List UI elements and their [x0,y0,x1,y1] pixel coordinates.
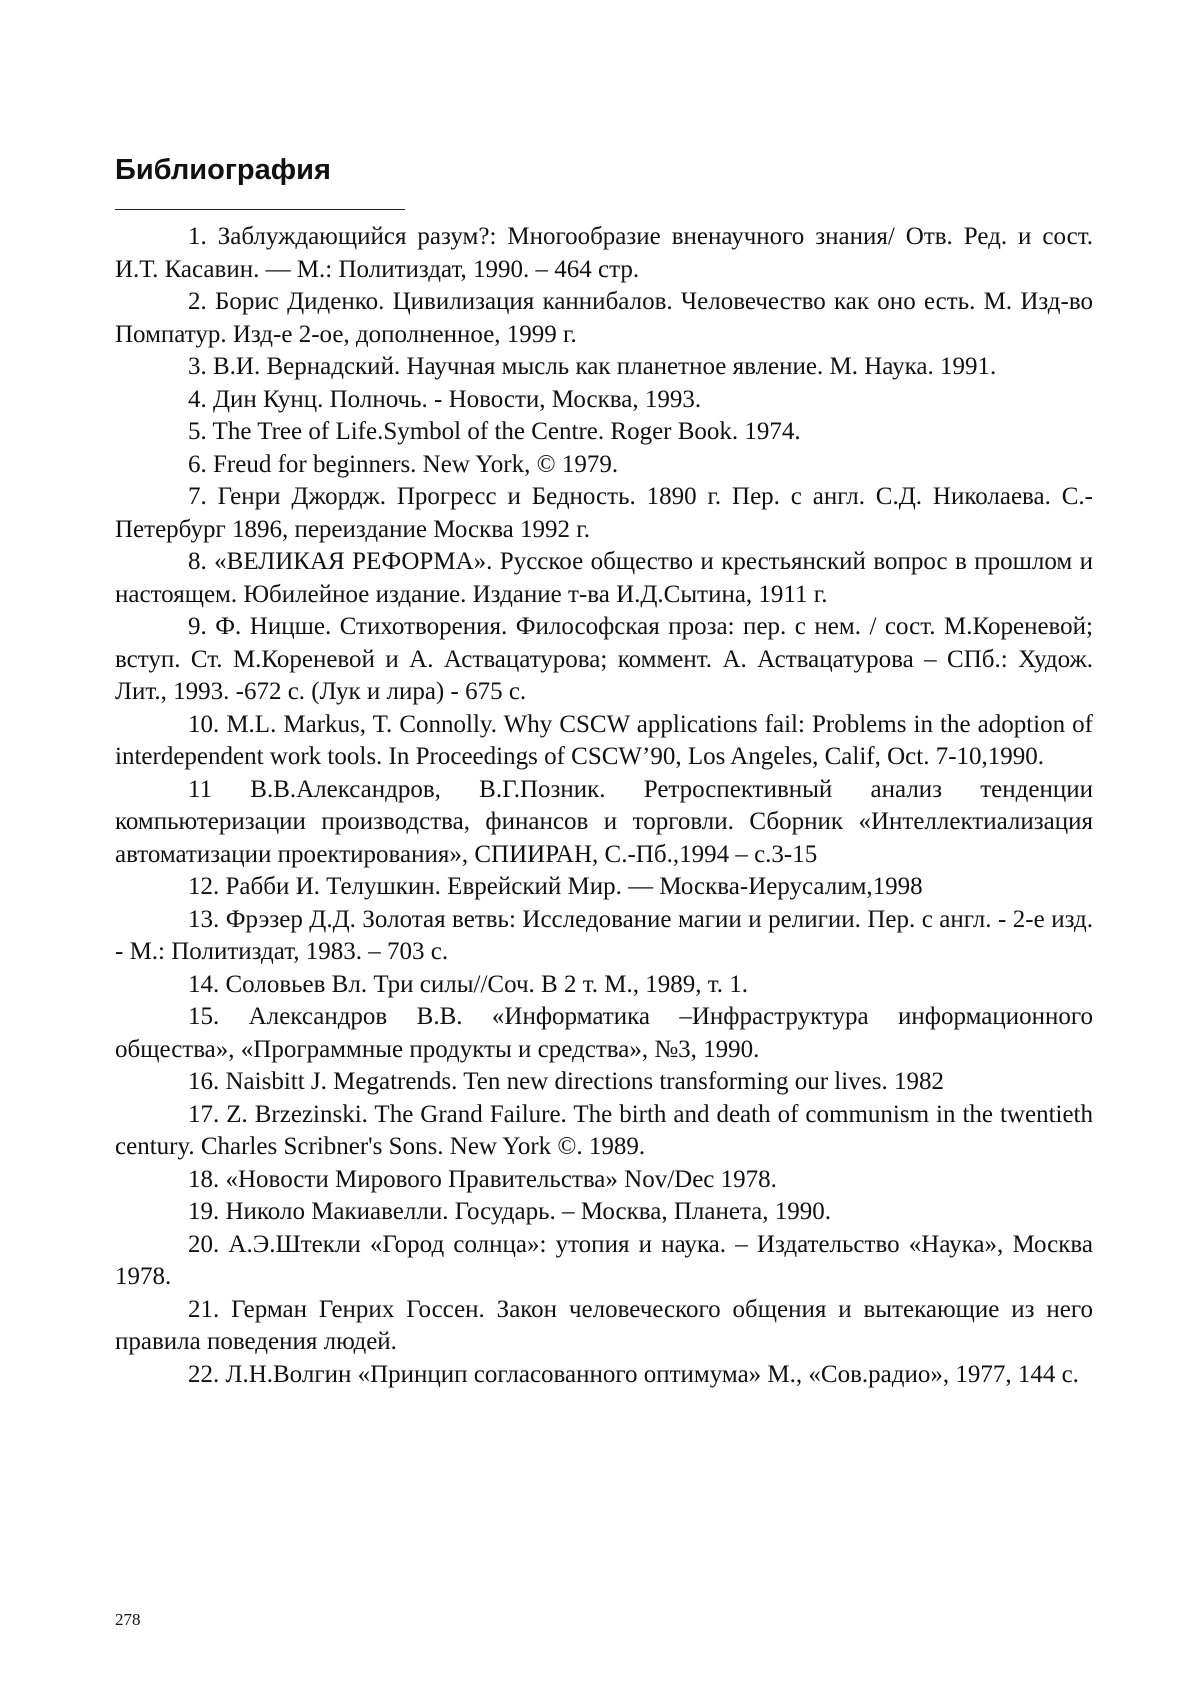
bibliography-entry: 8. «ВЕЛИКАЯ РЕФОРМА». Русское общество и крестьянский вопрос в прошлом и настоящем. Юбилейное издание. Издание т-ва И.Д.Сытина, 1911 г. [115,548,1093,608]
bibliography-entry: 14. Соловьев Вл. Три силы//Соч. В 2 т. М., 1989, т. 1. [188,970,749,998]
title-underline [115,209,405,210]
bibliography-entry: 3. В.И. Вернадский. Научная мысль как планетное явление. М. Наука. 1991. [188,353,997,380]
bibliography-list [115,221,1093,1391]
bibliography-entry: 5. The Tree of Life.Symbol of the Centre. Roger Book. 1974. [188,418,801,445]
bibliography-entry: 9. Ф. Ницше. Стихотворения. Философская проза: пер. с нем. / сост. М.Кореневой; вступ. Ст. М.Кореневой и А. Аствацатурова; коммент. А. Аствацатурова – СПб.: Худож. Лит., 1993. -672 с. (Лук и лира) - 675 с. [115,613,1093,705]
bibliography-entry: 13. Фрэзер Д.Д. Золотая ветвь: Исследование магии и религии. Пер. с англ. - 2-е изд. - М.: Политиздат, 1983. – 703 с. [115,905,1093,965]
bibliography-entry: 2. Борис Диденко. Цивилизация каннибалов. Человечество как оно есть. М. Изд-во Помпатур. Изд-е 2-ое, дополненное, 1999 г. [115,288,1093,348]
bibliography-entry: 12. Рабби И. Телушкин. Еврейский Мир. — Москва-Иерусалим,1998 [188,873,923,900]
bibliography-entry: 6. Freud for beginners. New York, © 1979. [188,450,619,478]
bibliography-entry: 1. Заблуждающийся разум?: Многообразие вненаучного знания/ Отв. Ред. и сост. И.Т. Касавин. — М.: Политиздат, 1990. – 464 стр. [115,223,1093,283]
bibliography-entry: 10. M.L. Markus, T. Connolly. Why CSCW applications fail: Problems in the adoption of interdependent work tools. In Proceedings of CSCW’90, Los Angeles, Calif, Oct. 7-10,1990. [115,710,1093,770]
bibliography-entry: 18. «Новости Мирового Правительства» Nov/Dec 1978. [188,1165,777,1193]
bibliography-entry: 4. Дин Кунц. Полночь. - Новости, Москва, 1993. [188,385,702,413]
bibliography-entry: 19. Николо Макиавелли. Государь. – Москва, Планета, 1990. [188,1198,831,1225]
bibliography-entry: 21. Герман Генрих Госсен. Закон человеческого общения и вытекающие из него правила поведения людей. [115,1295,1093,1355]
bibliography-entry: 16. Naisbitt J. Megatrends. Ten new directions transforming our lives. 1982 [188,1068,944,1095]
bibliography-entry: 7. Генри Джордж. Прогресс и Бедность. 1890 г. Пер. с англ. С.Д. Николаева. С.-Петербург 1896, переиздание Москва 1992 г. [115,483,1093,543]
bibliography-entry: 11 В.В.Александров, В.Г.Позник. Ретроспективный анализ тенденции компьютеризации производства, финансов и торговли. Сборник «Интеллектиализация автоматизации проектирования», СПИИРАН, С.-Пб.,1994 – с.3-15 [115,775,1093,868]
bibliography-entry: 15. Александров В.В. «Информатика –Инфраструктура информационного общества», «Программные продукты и средства», №3, 1990. [115,1003,1093,1063]
page-number: 278 [115,1610,141,1629]
bibliography-entry: 22. Л.Н.Волгин «Принцип согласованного оптимума» М., «Сов.радио», 1977, 144 с. [188,1360,1079,1388]
bibliography-entry: 20. А.Э.Штекли «Город солнца»: утопия и наука. – Издательство «Наука», Москва 1978. [115,1230,1093,1290]
page-title: Библиография [115,154,331,186]
bibliography-entry: 17. Z. Brzezinski. The Grand Failure. The birth and death of communism in the twentieth century. Charles Scribner's Sons. New York ©. 1989. [115,1100,1093,1160]
